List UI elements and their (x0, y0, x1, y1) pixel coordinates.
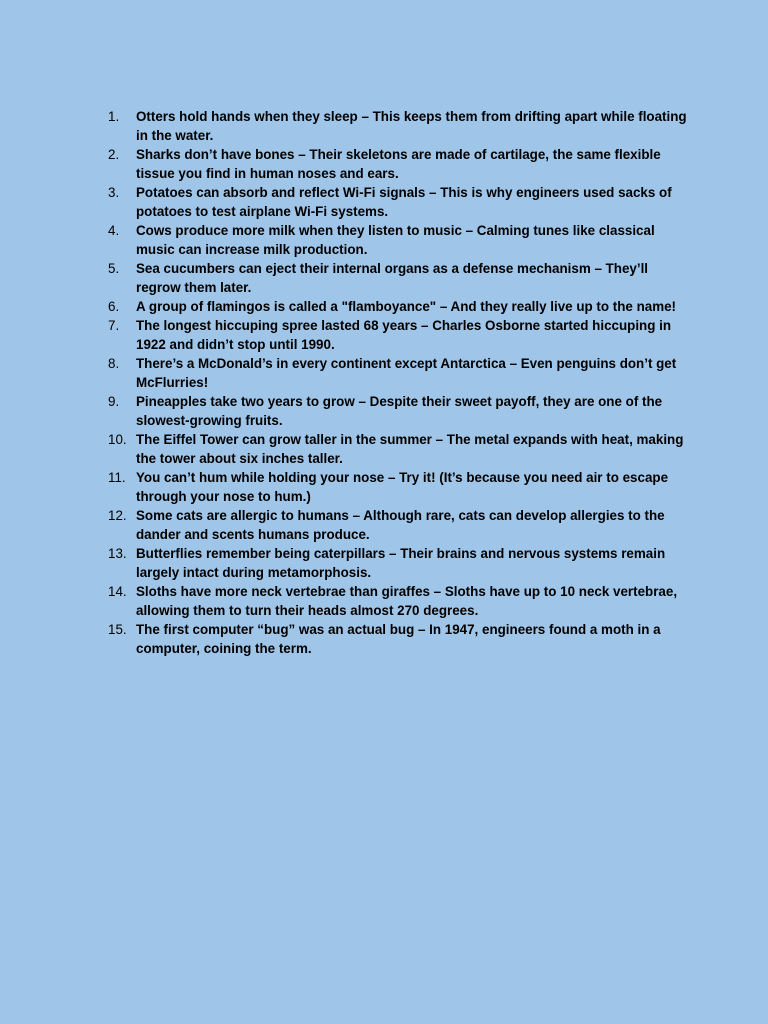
fact-text: The first computer “bug” was an actual bug – In 1947, engineers found a moth in a computer, coining the term. (136, 622, 661, 656)
fact-text: Potatoes can absorb and reflect Wi-Fi signals – This is why engineers used sacks of potatoes to test airplane Wi-Fi systems. (136, 185, 672, 219)
fact-number: 12. (108, 508, 127, 523)
fact-text: A group of flamingos is called a "flamboyance" – And they really live up to the name! (136, 299, 677, 314)
fact-number: 6. (108, 299, 120, 314)
fact-item (108, 145, 688, 183)
fact-text: Otters hold hands when they sleep – This keeps them from drifting apart while floating in the water. (136, 109, 687, 143)
fact-item (108, 183, 688, 221)
fact-number: 9. (108, 394, 120, 409)
fact-item (108, 259, 688, 297)
fact-number: 10. (108, 432, 127, 447)
fact-item (108, 297, 688, 316)
fact-item (108, 506, 688, 544)
fact-text: The Eiffel Tower can grow taller in the summer – The metal expands with heat, making the tower about six inches taller. (136, 432, 684, 466)
fact-item (108, 620, 688, 658)
fact-number: 8. (108, 356, 120, 371)
fact-text: Sloths have more neck vertebrae than giraffes – Sloths have up to 10 neck vertebrae, allowing them to turn their heads almost 270 degrees. (136, 584, 678, 618)
fact-number: 11. (108, 470, 126, 485)
fact-number: 3. (108, 185, 120, 200)
fact-number: 15. (108, 622, 127, 637)
fact-item (108, 392, 688, 430)
fact-text: Cows produce more milk when they listen to music – Calming tunes like classical music can increase milk production. (136, 223, 655, 257)
fact-number: 2. (108, 147, 120, 162)
fact-number: 5. (108, 261, 120, 276)
fact-item (108, 354, 688, 392)
fact-item (108, 544, 688, 582)
fact-number: 14. (108, 584, 127, 599)
fact-item (108, 316, 688, 354)
facts-list (108, 107, 688, 658)
fact-item (108, 107, 688, 145)
fact-item (108, 582, 688, 620)
fact-number: 13. (108, 546, 127, 561)
fact-text: The longest hiccuping spree lasted 68 years – Charles Osborne started hiccuping in 1922 and didn’t stop until 1990. (136, 318, 672, 352)
fact-text: Butterflies remember being caterpillars – Their brains and nervous systems remain largely intact during metamorphosis. (136, 546, 666, 580)
fact-text: There’s a McDonald’s in every continent except Antarctica – Even penguins don’t get McFlurries! (136, 356, 677, 390)
fact-number: 7. (108, 318, 120, 333)
fact-item (108, 430, 688, 468)
fact-number: 1. (108, 109, 120, 124)
fact-text: You can’t hum while holding your nose – Try it! (It’s because you need air to escape through your nose to hum.) (136, 470, 669, 504)
fact-text: Sharks don’t have bones – Their skeletons are made of cartilage, the same flexible tissue you find in human noses and ears. (136, 147, 661, 181)
fact-item (108, 221, 688, 259)
fact-number: 4. (108, 223, 120, 238)
fact-item (108, 468, 688, 506)
fact-text: Sea cucumbers can eject their internal organs as a defense mechanism – They’ll regrow them later. (136, 261, 649, 295)
fact-text: Some cats are allergic to humans – Although rare, cats can develop allergies to the dander and scents humans produce. (136, 508, 665, 542)
fact-text: Pineapples take two years to grow – Despite their sweet payoff, they are one of the slowest-growing fruits. (136, 394, 663, 428)
